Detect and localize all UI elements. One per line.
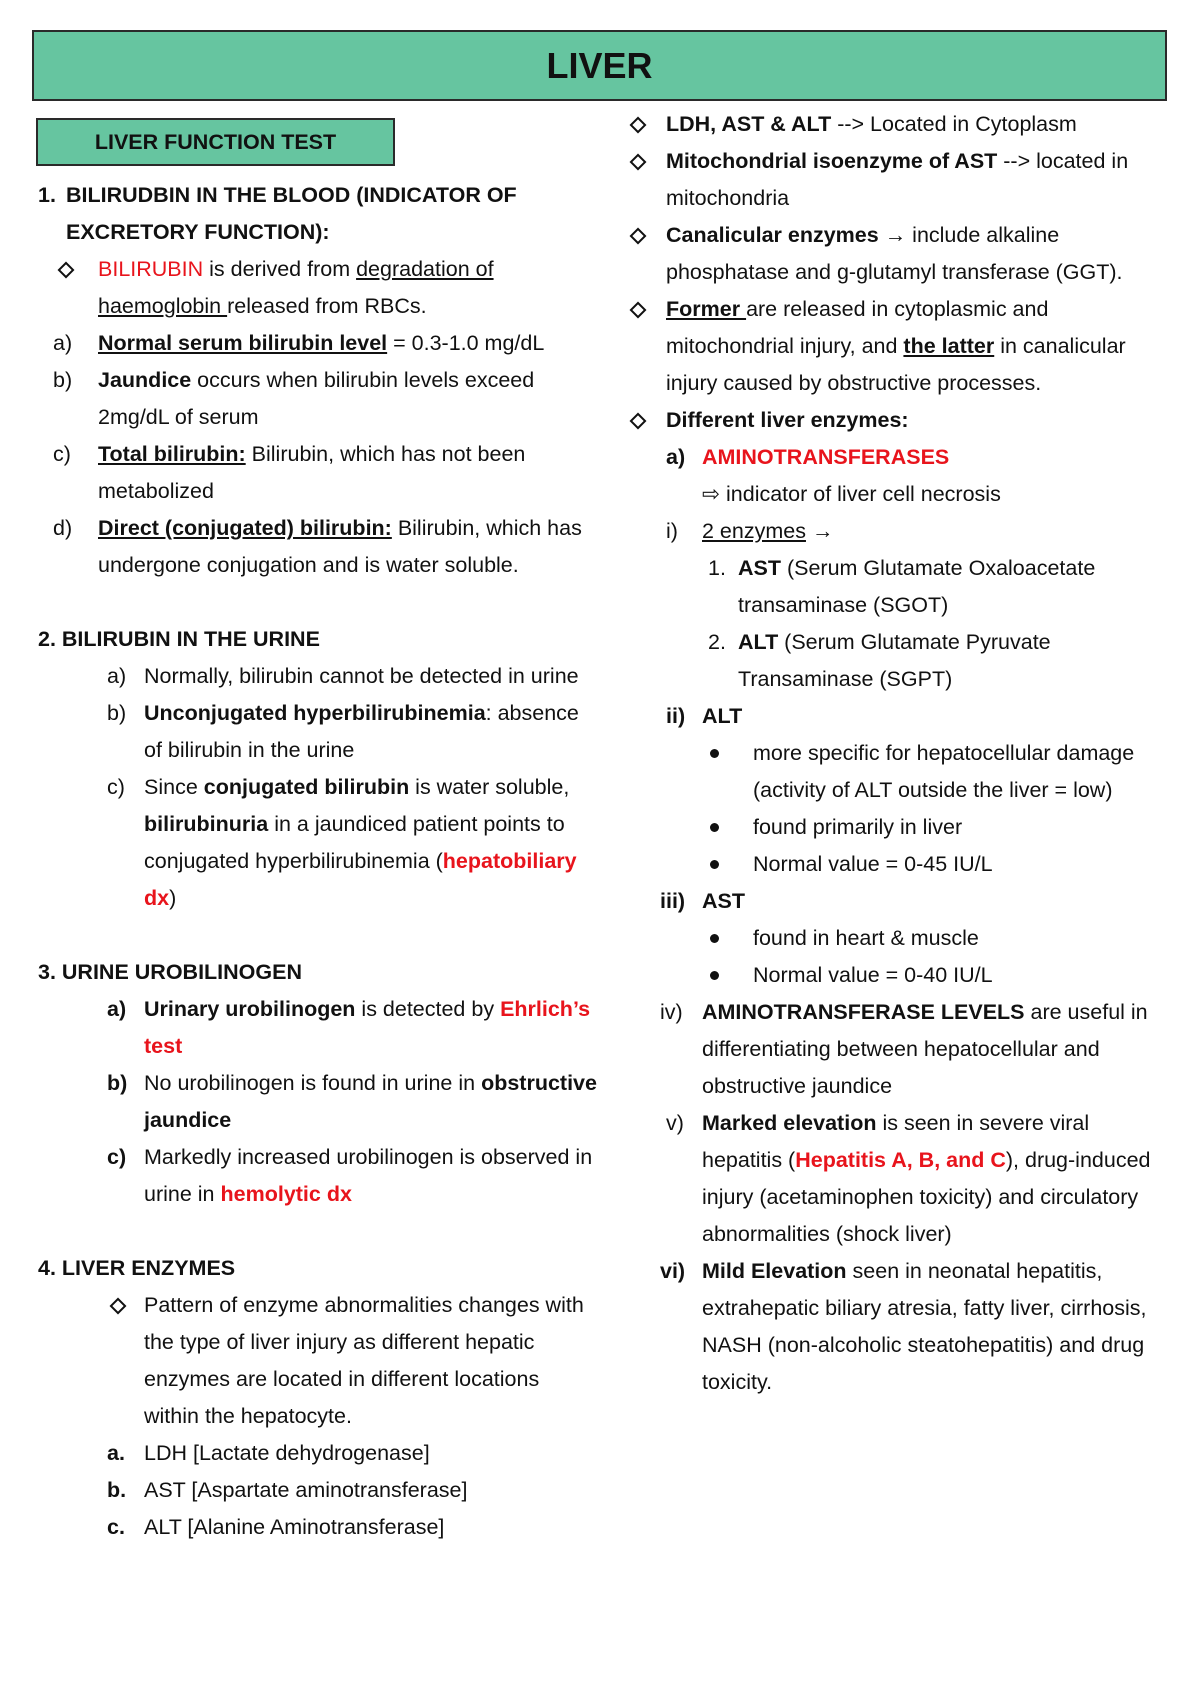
section-subtitle: LIVER FUNCTION TEST — [36, 118, 395, 166]
two-enzymes-item: i) 2 enzymes → — [666, 519, 834, 543]
s2-item-a: a) Normally, bilirubin cannot be detected in urine — [107, 664, 579, 688]
right-point-canalicular: Canalicular enzymes → include alkaline phosphatase and g-glutamyl transferase (GGT). — [630, 217, 1175, 291]
left-column — [38, 177, 598, 1546]
s4-item-b: b. AST [Aspartate aminotransferase] — [107, 1478, 468, 1502]
s1-heading: 1. BILIRUDBIN IN THE BLOOD (INDICATOR OF EXCRETORY FUNCTION): — [38, 183, 517, 244]
item-vi: vi) Mild Elevation seen in neonatal hepatitis, extrahepatic biliary atresia, fatty liver, cirrhosis, NASH (non-alcoholic steatohepatitis) and drug toxicity. — [660, 1259, 1147, 1394]
s1-item-c: c) Total bilirubin: Bilirubin, which has not been metabolized — [53, 442, 526, 503]
diamond-bullet-icon — [58, 262, 75, 279]
diamond-bullet-icon — [630, 154, 647, 171]
bullet-dot-icon — [710, 971, 719, 980]
alt-bullet-3: Normal value = 0-45 IU/L — [630, 846, 1175, 883]
s1-bilirubin-point: BILIRUBIN is derived from degradation of haemoglobin released from RBCs. — [38, 251, 598, 325]
alt-heading: ii) ALT — [666, 704, 743, 728]
enzyme-alt: 2. ALT (Serum Glutamate Pyruvate Transaminase (SGPT) — [708, 630, 1051, 691]
alt-bullet-1: more specific for hepatocellular damage (activity of ALT outside the liver = low) — [630, 735, 1175, 809]
right-point-mitochondrial: Mitochondrial isoenzyme of AST --> located in mitochondria — [630, 143, 1175, 217]
s3-item-a: a) Urinary urobilinogen is detected by Ehrlich’s test — [107, 997, 591, 1058]
s3-item-b: b) No urobilinogen is found in urine in obstructive jaundice — [107, 1071, 597, 1132]
ast-bullet-2: Normal value = 0-40 IU/L — [630, 957, 1175, 994]
s4-pattern-point: Pattern of enzyme abnormalities changes with the type of liver injury as different hepatic enzymes are located in different locations within the hepatocyte. — [38, 1287, 598, 1435]
right-column — [630, 106, 1175, 1401]
bullet-dot-icon — [710, 823, 719, 832]
item-iv: iv) AMINOTRANSFERASE LEVELS are useful in differentiating between hepatocellular and obstructive jaundice — [660, 1000, 1148, 1098]
diamond-bullet-icon — [630, 413, 647, 430]
arrow-icon: ⇨ — [702, 482, 721, 506]
s4-item-a: a. LDH [Lactate dehydrogenase] — [107, 1441, 430, 1465]
bullet-dot-icon — [710, 749, 719, 758]
page-title: LIVER — [32, 30, 1167, 101]
diamond-bullet-icon — [630, 302, 647, 319]
diamond-bullet-icon — [630, 117, 647, 134]
s3-heading: 3. URINE UROBILINOGEN — [38, 960, 302, 984]
s1-item-d: d) Direct (conjugated) bilirubin: Bilirubin, which has undergone conjugation and is water soluble. — [53, 516, 582, 577]
ast-bullet-1: found in heart & muscle — [630, 920, 1175, 957]
item-v: v) Marked elevation is seen in severe viral hepatitis (Hepatitis A, B, and C), drug-induced injury (acetaminophen toxicity) and circulatory abnormalities (shock liver) — [666, 1111, 1151, 1246]
diamond-bullet-icon — [630, 228, 647, 245]
s2-heading: 2. BILIRUBIN IN THE URINE — [38, 627, 320, 651]
enzyme-ast: 1. AST (Serum Glutamate Oxaloacetate transaminase (SGOT) — [708, 556, 1096, 617]
diamond-bullet-icon — [110, 1298, 127, 1315]
ast-heading: iii) AST — [660, 889, 745, 913]
s4-item-c: c. ALT [Alanine Aminotransferase] — [107, 1515, 445, 1539]
s1-item-b: b) Jaundice occurs when bilirubin levels exceed 2mg/dL of serum — [53, 368, 535, 429]
s2-item-b: b) Unconjugated hyperbilirubinemia: absence of bilirubin in the urine — [107, 701, 579, 762]
s1-item-a: a) Normal serum bilirubin level = 0.3-1.0 mg/dL — [53, 331, 545, 355]
right-point-former-latter: Former are released in cytoplasmic and mitochondrial injury, and the latter in canalicular injury caused by obstructive processes. — [630, 291, 1175, 402]
s4-heading: 4. LIVER ENZYMES — [38, 1256, 236, 1280]
s2-item-c: c) Since conjugated bilirubin is water soluble, bilirubinuria in a jaundiced patient points to conjugated hyperbilirubinemia (hepatobiliary dx) — [107, 775, 577, 910]
bullet-dot-icon — [710, 860, 719, 869]
bullet-dot-icon — [710, 934, 719, 943]
right-point-cytoplasm: LDH, AST & ALT --> Located in Cytoplasm — [630, 106, 1175, 143]
aminotransferases-heading: a) AMINOTRANSFERASES — [666, 445, 950, 469]
alt-bullet-2: found primarily in liver — [630, 809, 1175, 846]
aminotransferases-indicator: ⇨ indicator of liver cell necrosis — [702, 482, 1001, 506]
s3-item-c: c) Markedly increased urobilinogen is observed in urine in hemolytic dx — [107, 1145, 593, 1206]
right-point-enzymes: Different liver enzymes: — [630, 402, 1175, 439]
